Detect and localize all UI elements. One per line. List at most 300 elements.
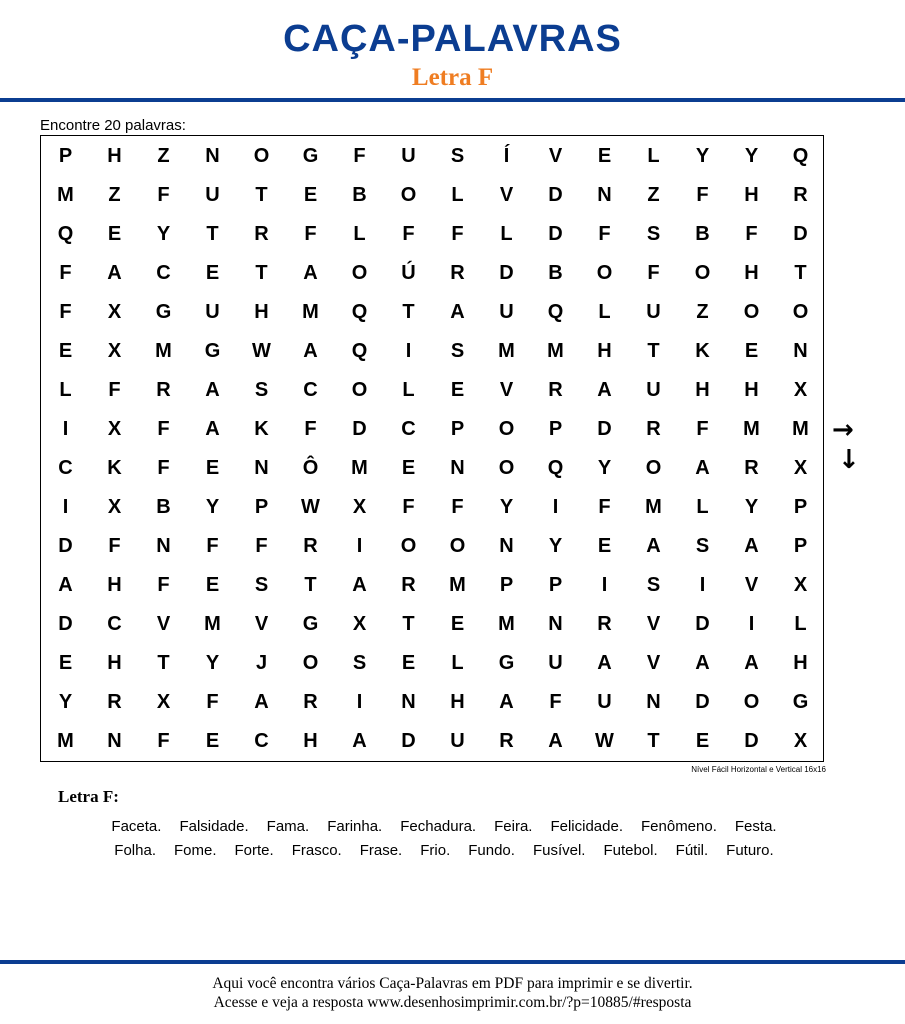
grid-cell: Y <box>499 496 514 518</box>
grid-row <box>41 215 823 254</box>
grid-cell: C <box>156 262 171 284</box>
grid-cell: I <box>552 496 559 518</box>
grid-cell: C <box>303 379 318 401</box>
grid-cell: I <box>405 340 412 362</box>
grid-cell: T <box>206 223 219 245</box>
grid-cell: M <box>351 457 368 479</box>
grid-cell: N <box>793 340 808 362</box>
grid-cell: U <box>401 145 416 167</box>
grid-cell: E <box>597 145 612 167</box>
grid-cell: D <box>793 223 808 245</box>
grid-cell: Y <box>744 145 759 167</box>
grid-cell: I <box>699 574 706 596</box>
grid-cell: D <box>58 613 73 635</box>
grid-cell: A <box>646 535 661 557</box>
grid-cell: Í <box>503 145 510 167</box>
grid-cell: Y <box>695 145 710 167</box>
grid-cell: W <box>252 340 271 362</box>
grid-cell: U <box>499 301 514 323</box>
page-subtitle: Letra F <box>411 64 494 91</box>
grid-cell: F <box>402 223 415 245</box>
grid-cell: N <box>499 535 514 557</box>
grid-cell: S <box>254 379 269 401</box>
grid-cell: D <box>548 223 563 245</box>
grid-cell: U <box>597 691 612 713</box>
grid-cell: R <box>401 574 416 596</box>
grid-cell: I <box>601 574 608 596</box>
grid-cell: W <box>301 496 320 518</box>
grid-cell: P <box>58 145 73 167</box>
grid-cell: A <box>499 691 514 713</box>
grid-cell: F <box>157 184 170 206</box>
grid-cell: O <box>253 145 270 167</box>
grid-cell: E <box>401 652 416 674</box>
grid-cell: F <box>157 730 170 752</box>
grid-cell: Z <box>647 184 660 206</box>
grid-cell: S <box>646 574 661 596</box>
grid-cell: O <box>351 379 368 401</box>
grid-row <box>41 566 823 605</box>
grid-cell: L <box>451 652 464 674</box>
grid-cell: F <box>108 379 121 401</box>
grid-cell: X <box>107 301 122 323</box>
grid-cell: E <box>450 613 465 635</box>
grid-cell: U <box>205 184 220 206</box>
grid-cell: A <box>205 418 220 440</box>
grid-row <box>41 683 823 722</box>
grid-cell: D <box>58 535 73 557</box>
grid-cell: Z <box>108 184 121 206</box>
grid-cell: U <box>646 379 661 401</box>
word-list-item: Fama. <box>266 818 310 835</box>
grid-cell: K <box>254 418 269 440</box>
grid-cell: V <box>499 379 514 401</box>
grid-cell: U <box>205 301 220 323</box>
grid-cell: N <box>254 457 269 479</box>
grid-cell: R <box>254 223 269 245</box>
grid-cell: V <box>646 613 661 635</box>
grid-cell: D <box>695 613 710 635</box>
grid-cell: A <box>352 730 367 752</box>
grid-cell: E <box>695 730 710 752</box>
grid-row <box>41 722 823 761</box>
grid-cell: R <box>646 418 661 440</box>
word-list-item: Frase. <box>359 842 403 859</box>
grid-cell: H <box>107 145 122 167</box>
grid-cell: R <box>450 262 465 284</box>
grid-cell: N <box>156 535 171 557</box>
grid-cell: R <box>548 379 563 401</box>
grid-cell: R <box>156 379 171 401</box>
word-list-item: Futebol. <box>603 842 658 859</box>
grid-cell: T <box>647 730 660 752</box>
word-list-row <box>40 818 848 835</box>
grid-cell: F <box>59 262 72 284</box>
grid-cell: L <box>402 379 415 401</box>
grid-cell: E <box>744 340 759 362</box>
grid-cell: W <box>595 730 614 752</box>
word-list-item: Falsidade. <box>179 818 249 835</box>
grid-cell: L <box>598 301 611 323</box>
grid-cell: G <box>498 652 515 674</box>
grid-cell: M <box>302 301 319 323</box>
grid-cell: L <box>451 184 464 206</box>
grid-cell: O <box>498 418 515 440</box>
grid-cell: U <box>548 652 563 674</box>
grid-cell: L <box>353 223 366 245</box>
grid-cell: O <box>400 535 417 557</box>
grid-cell: A <box>695 652 710 674</box>
grid-cell: D <box>401 730 416 752</box>
grid-cell: M <box>792 418 809 440</box>
grid-cell: C <box>58 457 73 479</box>
grid-cell: O <box>400 184 417 206</box>
grid-cell: R <box>597 613 612 635</box>
grid-cell: P <box>548 418 563 440</box>
grid-cell: G <box>302 145 319 167</box>
grid-cell: Q <box>351 301 368 323</box>
grid-cell: R <box>107 691 122 713</box>
level-note: Nível Fácil Horizontal e Vertical 16x16 <box>691 765 826 774</box>
grid-cell: M <box>204 613 221 635</box>
grid-cell: T <box>794 262 807 284</box>
grid-cell: D <box>352 418 367 440</box>
grid-cell: M <box>547 340 564 362</box>
grid-cell: Z <box>157 145 170 167</box>
grid-cell: N <box>401 691 416 713</box>
grid-cell: L <box>794 613 807 635</box>
grid-cell: T <box>402 301 415 323</box>
grid-cell: T <box>304 574 317 596</box>
grid-row <box>41 644 823 683</box>
grid-cell: A <box>744 535 759 557</box>
grid-cell: X <box>107 496 122 518</box>
grid-row <box>41 293 823 332</box>
grid-cell: N <box>646 691 661 713</box>
grid-cell: U <box>646 301 661 323</box>
grid-cell: G <box>204 340 221 362</box>
footer-text-line1: Aqui você encontra vários Caça-Palavras em PDF para imprimir e se divertir. <box>212 975 693 992</box>
grid-cell: I <box>62 496 69 518</box>
grid-cell: S <box>352 652 367 674</box>
grid-cell: X <box>793 457 808 479</box>
grid-cell: L <box>500 223 513 245</box>
grid-cell: X <box>107 418 122 440</box>
grid-cell: O <box>498 457 515 479</box>
grid-cell: F <box>647 262 660 284</box>
grid-row <box>41 332 823 371</box>
grid-cell: L <box>59 379 72 401</box>
grid-cell: V <box>548 145 563 167</box>
grid-cell: G <box>792 691 809 713</box>
grid-cell: C <box>254 730 269 752</box>
grid-cell: S <box>695 535 710 557</box>
grid-cell: X <box>156 691 171 713</box>
grid-cell: X <box>352 613 367 635</box>
grid-cell: F <box>108 535 121 557</box>
instruction-text: Encontre 20 palavras: <box>40 117 186 134</box>
grid-cell: H <box>744 184 759 206</box>
grid-cell: P <box>793 535 808 557</box>
grid-cell: S <box>254 574 269 596</box>
grid-cell: H <box>107 574 122 596</box>
grid-cell: A <box>58 574 73 596</box>
grid-cell: Q <box>351 340 368 362</box>
grid-cell: E <box>107 223 122 245</box>
grid-cell: H <box>695 379 710 401</box>
grid-cell: F <box>157 418 170 440</box>
word-list-item: Folha. <box>114 842 156 859</box>
grid-cell: A <box>548 730 563 752</box>
grid-cell: T <box>402 613 415 635</box>
grid-cell: S <box>450 145 465 167</box>
grid-cell: Y <box>58 691 73 713</box>
grid-row <box>41 137 823 176</box>
arrow-down-icon: ↓ <box>838 445 860 475</box>
grid-cell: O <box>302 652 319 674</box>
grid-cell: A <box>254 691 269 713</box>
grid-cell: D <box>499 262 514 284</box>
grid-cell: O <box>743 691 760 713</box>
grid-cell: D <box>695 691 710 713</box>
grid-cell: D <box>548 184 563 206</box>
word-list-item: Futuro. <box>726 842 774 859</box>
grid-cell: J <box>255 652 268 674</box>
grid-cell: P <box>499 574 514 596</box>
grid-cell: B <box>352 184 367 206</box>
grid-cell: H <box>254 301 269 323</box>
grid-cell: S <box>646 223 661 245</box>
grid-cell: I <box>62 418 69 440</box>
grid-cell: T <box>255 262 268 284</box>
word-list-item: Forte. <box>234 842 274 859</box>
word-list-item: Farinha. <box>327 818 383 835</box>
grid-cell: V <box>499 184 514 206</box>
grid-cell: H <box>303 730 318 752</box>
word-list-item: Festa. <box>734 818 777 835</box>
grid-cell: Q <box>547 457 564 479</box>
grid-cell: N <box>548 613 563 635</box>
grid-cell: I <box>356 691 363 713</box>
grid-cell: N <box>107 730 122 752</box>
grid-cell: X <box>352 496 367 518</box>
footer-text-line2: Acesse e veja a resposta www.desenhosimprimir.com.br/?p=10885/#resposta <box>213 994 692 1011</box>
grid-cell: A <box>107 262 122 284</box>
word-list-item: Fenômeno. <box>641 818 717 835</box>
grid-cell: A <box>695 457 710 479</box>
grid-cell: F <box>402 496 415 518</box>
word-list-heading: Letra F: <box>58 787 119 806</box>
word-list-item: Fechadura. <box>400 818 477 835</box>
grid-cell: S <box>450 340 465 362</box>
word-list-item: Frio. <box>420 842 451 859</box>
grid-cell: H <box>744 379 759 401</box>
grid-cell: A <box>303 262 318 284</box>
grid-cell: Q <box>547 301 564 323</box>
grid-row <box>41 254 823 293</box>
grid-cell: N <box>597 184 612 206</box>
grid-cell: B <box>695 223 710 245</box>
grid-cell: T <box>255 184 268 206</box>
word-list-item: Faceta. <box>111 818 162 835</box>
grid-cell: B <box>548 262 563 284</box>
grid-cell: I <box>748 613 755 635</box>
grid-cell: D <box>597 418 612 440</box>
grid-cell: Q <box>792 145 809 167</box>
grid-cell: M <box>498 340 515 362</box>
grid-row <box>41 488 823 527</box>
grid-cell: U <box>450 730 465 752</box>
grid-cell: F <box>206 535 219 557</box>
grid-cell: P <box>548 574 563 596</box>
grid-cell: Y <box>548 535 563 557</box>
grid-cell: Y <box>744 496 759 518</box>
grid-cell: M <box>155 340 172 362</box>
grid-cell: L <box>647 145 660 167</box>
grid-cell: K <box>695 340 710 362</box>
word-search-grid <box>40 135 824 762</box>
grid-cell: F <box>451 496 464 518</box>
grid-cell: M <box>498 613 515 635</box>
grid-cell: O <box>449 535 466 557</box>
grid-cell: M <box>645 496 662 518</box>
word-list-item: Fusível. <box>532 842 586 859</box>
grid-row <box>41 410 823 449</box>
grid-cell: H <box>450 691 465 713</box>
grid-cell: M <box>743 418 760 440</box>
word-list-item: Felicidade. <box>550 818 623 835</box>
grid-cell: P <box>254 496 269 518</box>
footer-divider <box>0 960 905 964</box>
grid-cell: E <box>401 457 416 479</box>
grid-cell: F <box>157 574 170 596</box>
grid-cell: F <box>59 301 72 323</box>
grid-cell: Q <box>57 223 74 245</box>
grid-cell: K <box>107 457 122 479</box>
grid-cell: F <box>206 691 219 713</box>
grid-cell: H <box>107 652 122 674</box>
grid-cell: F <box>451 223 464 245</box>
grid-cell: F <box>696 184 709 206</box>
grid-cell: T <box>647 340 660 362</box>
grid-cell: Ú <box>401 262 416 284</box>
word-list-item: Frasco. <box>291 842 342 859</box>
word-list-item: Fundo. <box>468 842 515 859</box>
grid-cell: Y <box>205 496 220 518</box>
grid-cell: F <box>353 145 366 167</box>
grid-cell: A <box>205 379 220 401</box>
grid-cell: F <box>304 223 317 245</box>
grid-cell: F <box>549 691 562 713</box>
word-list-item: Fome. <box>174 842 217 859</box>
grid-cell: E <box>205 457 220 479</box>
grid-cell: E <box>58 340 73 362</box>
grid-cell: M <box>449 574 466 596</box>
grid-cell: Y <box>156 223 171 245</box>
grid-cell: P <box>450 418 465 440</box>
grid-cell: F <box>696 418 709 440</box>
grid-cell: X <box>793 730 808 752</box>
grid-cell: M <box>57 730 74 752</box>
grid-cell: O <box>743 301 760 323</box>
grid-cell: E <box>450 379 465 401</box>
grid-cell: I <box>356 535 363 557</box>
grid-cell: A <box>744 652 759 674</box>
grid-cell: A <box>450 301 465 323</box>
grid-cell: P <box>793 496 808 518</box>
grid-row <box>41 605 823 644</box>
grid-cell: F <box>255 535 268 557</box>
grid-cell: B <box>156 496 171 518</box>
grid-cell: O <box>792 301 809 323</box>
grid-row <box>41 449 823 488</box>
grid-cell: O <box>596 262 613 284</box>
grid-cell: Ô <box>302 457 319 479</box>
grid-cell: A <box>352 574 367 596</box>
grid-cell: M <box>57 184 74 206</box>
grid-cell: V <box>254 613 269 635</box>
grid-cell: E <box>205 262 220 284</box>
grid-cell: R <box>303 691 318 713</box>
grid-cell: T <box>157 652 170 674</box>
grid-cell: D <box>744 730 759 752</box>
grid-cell: V <box>156 613 171 635</box>
grid-cell: C <box>401 418 416 440</box>
grid-cell: N <box>450 457 465 479</box>
grid-cell: R <box>499 730 514 752</box>
grid-cell: R <box>744 457 759 479</box>
grid-cell: Z <box>696 301 709 323</box>
grid-cell: E <box>303 184 318 206</box>
grid-cell: V <box>744 574 759 596</box>
header-divider <box>0 98 905 102</box>
grid-cell: R <box>303 535 318 557</box>
grid-cell: H <box>597 340 612 362</box>
grid-cell: G <box>155 301 172 323</box>
grid-cell: Y <box>597 457 612 479</box>
grid-cell: O <box>645 457 662 479</box>
grid-cell: F <box>598 223 611 245</box>
grid-cell: H <box>793 652 808 674</box>
grid-cell: C <box>107 613 122 635</box>
page-title: CAÇA-PALAVRAS <box>283 18 622 60</box>
word-list-item: Feira. <box>494 818 533 835</box>
grid-cell: E <box>205 730 220 752</box>
grid-cell: E <box>58 652 73 674</box>
word-list-row <box>40 842 848 859</box>
grid-cell: F <box>304 418 317 440</box>
grid-cell: A <box>597 652 612 674</box>
grid-cell: O <box>694 262 711 284</box>
grid-cell: X <box>107 340 122 362</box>
grid-cell: G <box>302 613 319 635</box>
grid-cell: L <box>696 496 709 518</box>
grid-cell: X <box>793 379 808 401</box>
grid-cell: O <box>351 262 368 284</box>
word-list-item: Fútil. <box>675 842 709 859</box>
grid-cell: H <box>744 262 759 284</box>
grid-cell: F <box>598 496 611 518</box>
grid-cell: A <box>303 340 318 362</box>
grid-cell: R <box>793 184 808 206</box>
grid-cell: F <box>157 457 170 479</box>
grid-row <box>41 371 823 410</box>
grid-cell: E <box>205 574 220 596</box>
grid-cell: X <box>793 574 808 596</box>
grid-cell: N <box>205 145 220 167</box>
grid-cell: E <box>597 535 612 557</box>
grid-row <box>41 527 823 566</box>
